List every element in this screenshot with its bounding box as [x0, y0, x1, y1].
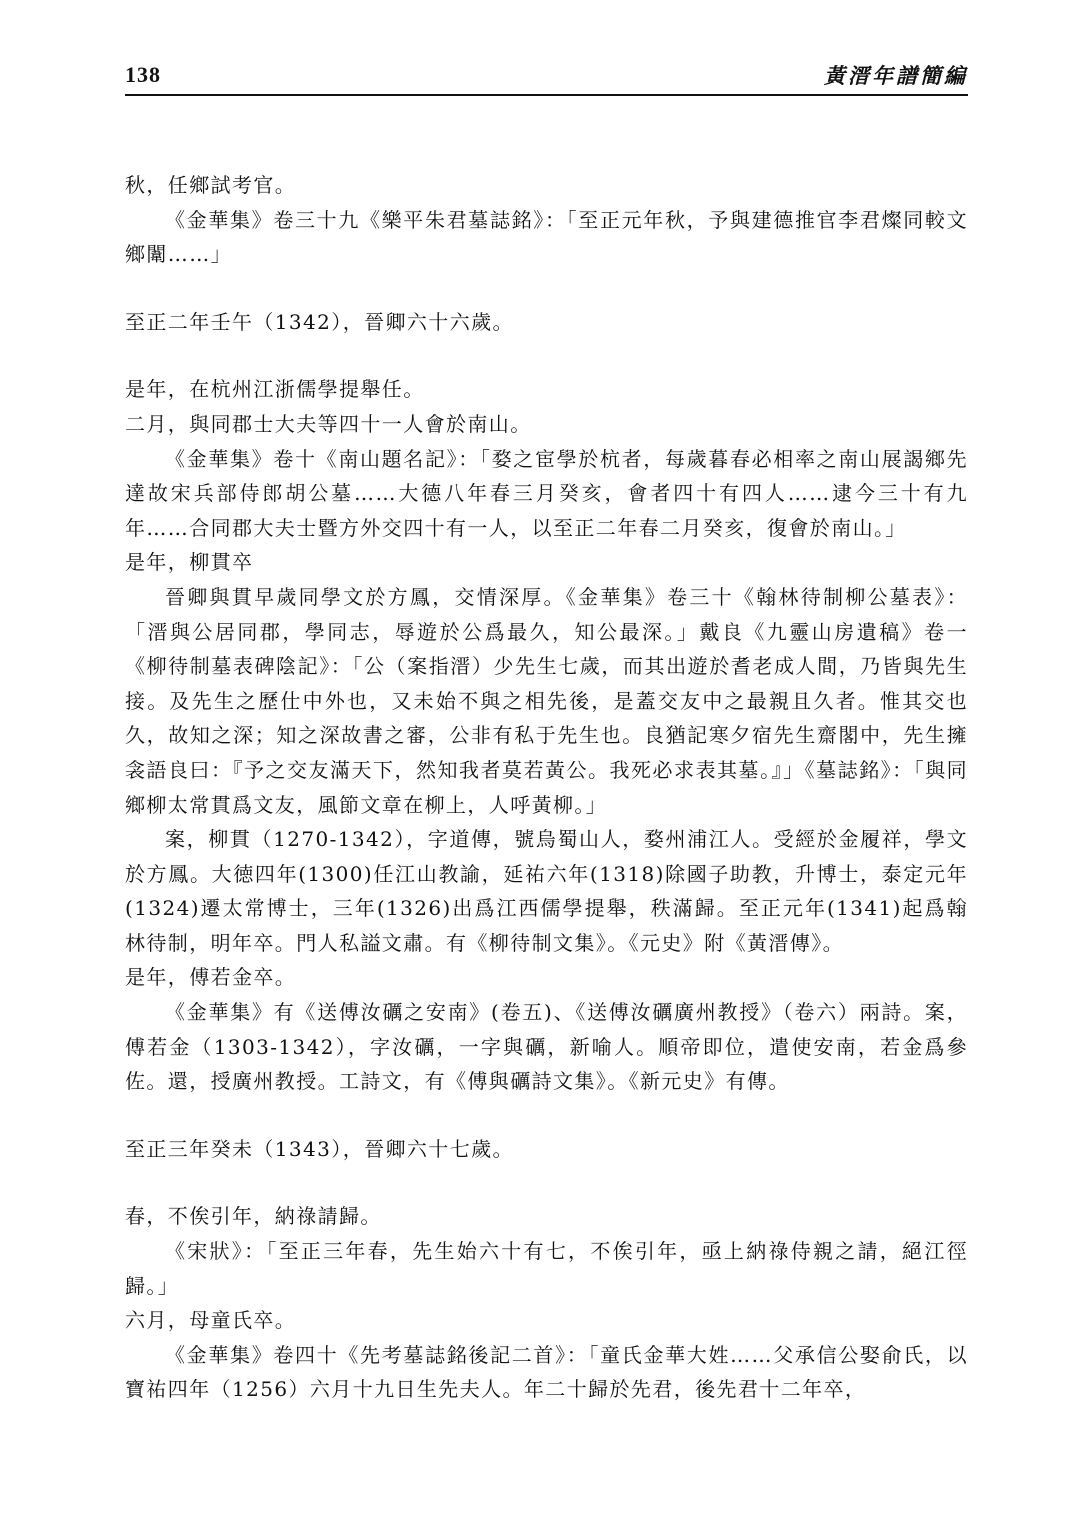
- paragraph: 是年，柳貫卒: [125, 550, 254, 575]
- year-heading: 至正三年癸未（1343），晉卿六十七歲。: [125, 1136, 514, 1161]
- paragraph: 《金華集》卷三十九《樂平朱君墓誌銘》：「至正元年秋，予與建德推官李君燦同較文鄉闈……」: [125, 207, 968, 267]
- page-header: [125, 58, 968, 94]
- paragraph: 《宋狀》：「至正三年春，先生始六十有七，不俟引年，亟上納祿侍親之請，絕江徑歸。」: [125, 1239, 968, 1298]
- paragraph: 六月，母童氏卒。: [125, 1308, 297, 1333]
- paragraph: 春，不俟引年，納祿請歸。: [125, 1204, 382, 1229]
- paragraph: 晉卿與貫早歲同學文於方鳳，交情深厚。《金華集》卷三十《翰林待制柳公墓表》：「溍與公居同郡，學同志，辱遊於公爲最久，知公最深。」戴良《九靈山房遺稿》卷一《柳待制墓表碑陰記》：「公（案指溍）少先生七歲，而其出遊於耆老成人間，乃皆與先生接。及先生之歷仕中外也，又未始不與之相先後，是蓋交友中之最親且久者。惟其交也久，故知之深；知之深故書之審，公非有私于先生也。良猶記寒夕宿先生齋閣中，先生擁衾語良曰：『予之交友滿天下，然知我者莫若黃公。我死必求表其墓。』」《墓誌銘》：「與同鄉柳太常貫爲文友，風節文章在柳上，人呼黃柳。」: [125, 584, 968, 817]
- paragraph: 《金華集》有《送傅汝礪之安南》(卷五)、《送傅汝礪廣州教授》（卷六）兩詩。案，傅若金（1303-1342），字汝礪，一字與礪，新喻人。順帝即位，遣使安南，若金爲參佐。還，授廣州教授。工詩文，有《傅與礪詩文集》。《新元史》有傳。: [125, 1000, 968, 1094]
- paragraph: 《金華集》卷十《南山題名記》：「婺之宦學於杭者，每歲暮春必相率之南山展謁鄉先達故宋兵部侍郎胡公墓……大德八年春三月癸亥，會者四十有四人……逮今三十有九年……合同郡大夫士暨方外交四十有一人，以至正二年春二月癸亥，復會於南山。」: [125, 446, 968, 540]
- year-heading: 至正二年壬午（1342），晉卿六十六歲。: [125, 309, 514, 334]
- running-title: 黃溍年譜簡編: [824, 63, 968, 88]
- header-rule: [125, 94, 968, 96]
- page-number: 138: [125, 62, 161, 87]
- paragraph: 秋，任鄉試考官。: [125, 173, 297, 197]
- page-body: [125, 168, 968, 1407]
- paragraph: 是年，傅若金卒。: [125, 965, 297, 990]
- paragraph: 案，柳貫（1270-1342），字道傳，號烏蜀山人，婺州浦江人。受經於金履祥，學文於方鳳。大徳四年(1300)任江山教諭，延祐六年(1318)除國子助教，升博士，泰定元年(1324)遷太常博士，三年(1326)出爲江西儒學提舉，秩滿歸。至正元年(1341)起爲翰林待制，明年卒。門人私謚文肅。有《柳待制文集》。《元史》附《黃溍傳》。: [125, 827, 968, 955]
- paragraph: 是年，在杭州江浙儒學提舉任。: [125, 377, 425, 402]
- paragraph: 《金華集》卷四十《先考墓誌銘後記二首》：「童氏金華大姓……父承信公娶俞氏，以寶祐四年（1256）六月十九日生先夫人。年二十歸於先君，後先君十二年卒，: [125, 1342, 968, 1402]
- paragraph: 二月，與同郡士大夫等四十一人會於南山。: [125, 411, 532, 436]
